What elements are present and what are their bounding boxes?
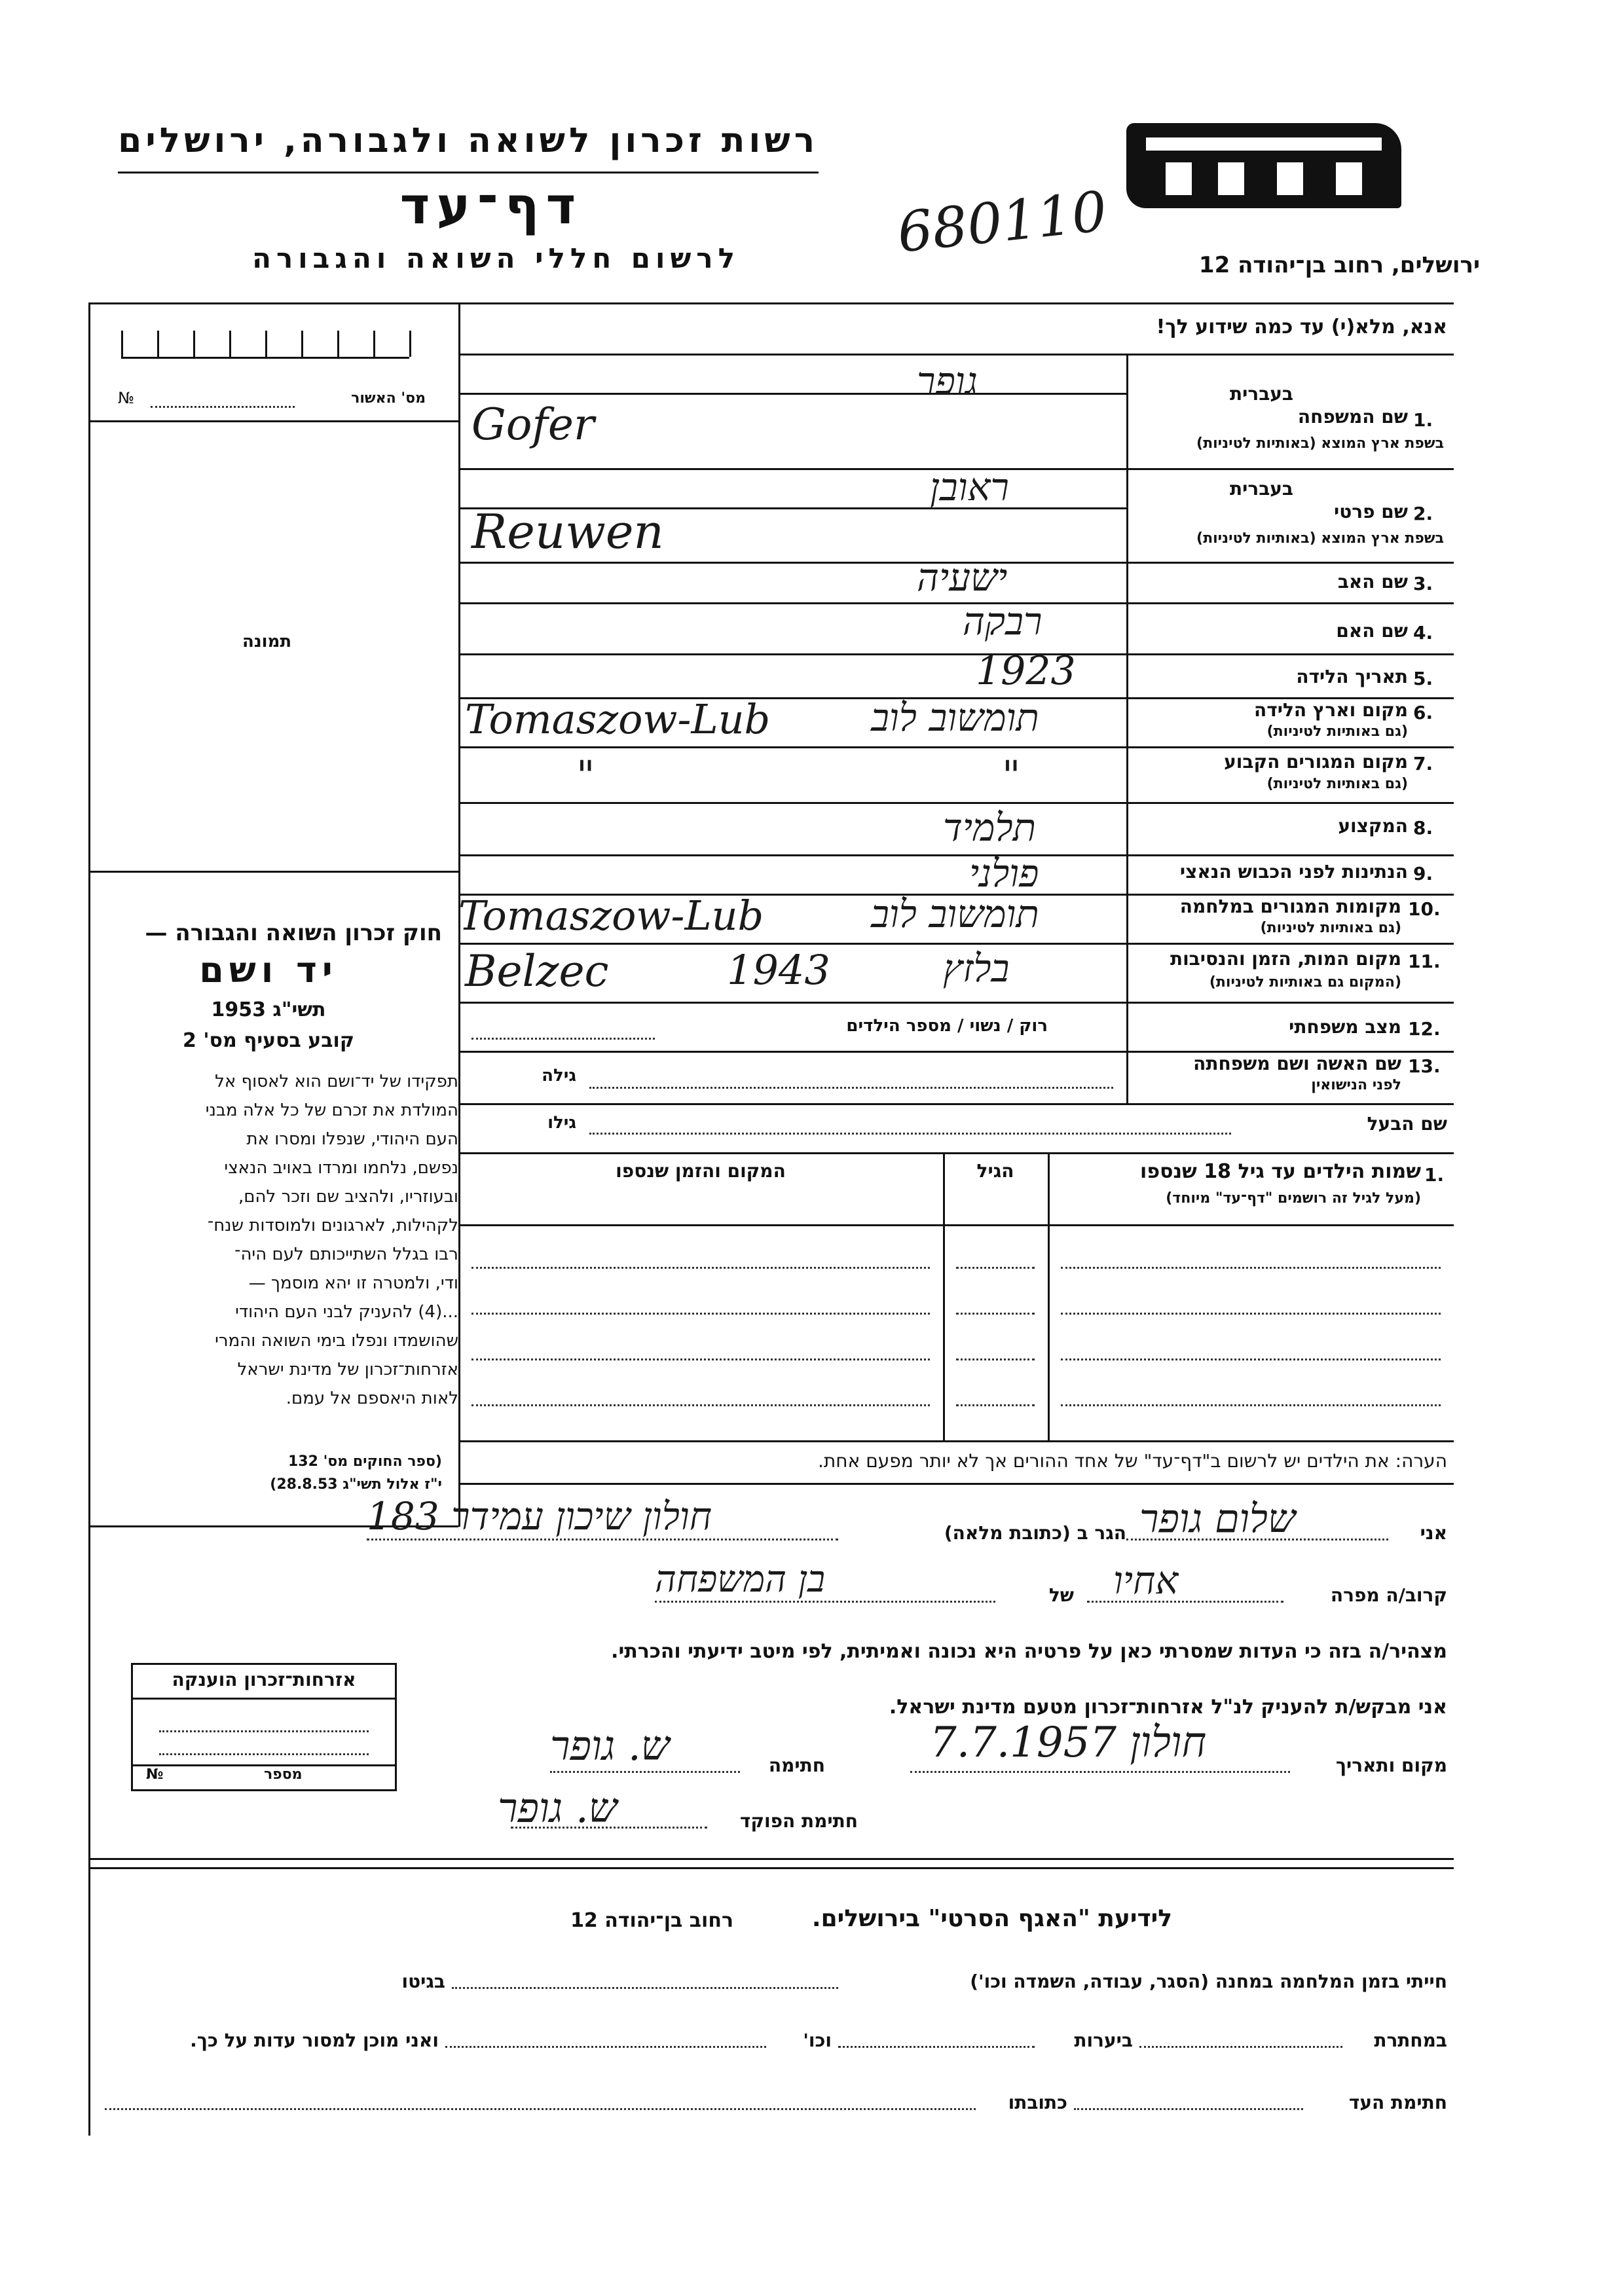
value-birthplace-hebrew: תומשוב לוב (871, 695, 1039, 740)
field-number: 10. (1408, 898, 1441, 920)
cert-number-line (151, 406, 295, 408)
footer-witness-sign: חתימת העד (1348, 2092, 1447, 2113)
handwritten-serial: 680110 (894, 179, 1110, 265)
remark: הערה: את הילדים יש לרשום ב"דף־עד" של אחד ההורים אך לא יותר מפעם אחת. (817, 1450, 1447, 1472)
footer-etc: וכו' (803, 2030, 832, 2051)
field-label-birthplace: מקום וארץ הלידה (1254, 699, 1408, 721)
law-line: ...(4) להעניק לבני העם היהודי (235, 1302, 458, 1322)
children-line (471, 1404, 930, 1406)
children-line (1061, 1358, 1441, 1360)
children-rule-bottom (458, 1440, 1454, 1442)
field-label-surname: שם המשפחה (1297, 406, 1408, 428)
field-number: 11. (1408, 951, 1441, 972)
footer-camp-line (452, 1987, 838, 1989)
field-label-wife: שם האשה ושם משפחתה (1193, 1053, 1401, 1074)
law-clause: קובע בסעיף מס' 2 (183, 1029, 354, 1052)
value-profession: תלמיד (943, 805, 1037, 850)
field-label-mother: שם האם (1336, 620, 1408, 642)
decl-request: אני מבקש/ת להעניק לנ"ל אזרחות־זכרון מטעם מדינת ישראל. (889, 1696, 1447, 1719)
footer-line1-end: בגיטו (401, 1971, 445, 1992)
field-note-wife: לפני הנישואין (1311, 1077, 1401, 1093)
footer-witness-address: כתובתו (1008, 2092, 1067, 2113)
value-residence: " (576, 752, 595, 799)
value-death-year: 1943 (727, 946, 830, 994)
field-note-surname: בשפת ארץ המוצא (באותיות לטיניות) (1196, 435, 1444, 452)
field-number: 8. (1413, 817, 1433, 839)
law-line: תפקידו של יד־ושם הוא לאסוף אל (215, 1072, 458, 1091)
row-rule (458, 393, 1126, 395)
row-rule (458, 746, 1454, 748)
law-line: לקהילות, לארגונים ולמוסדות שנח־ (207, 1216, 458, 1235)
field-number: 2. (1413, 503, 1433, 524)
row-rule (458, 854, 1454, 856)
field-number: 5. (1413, 668, 1433, 689)
footer-underground: במחתרת (1374, 2030, 1447, 2051)
field-note-residence: (גם באותיות לטיניות) (1266, 776, 1408, 792)
row-rule (458, 1002, 1454, 1004)
value-birthplace-latin: Tomaszow-Lub (465, 695, 771, 743)
decl-place-date-line (910, 1771, 1290, 1773)
footer-forests: ביערות (1074, 2030, 1133, 2051)
left-rule-2 (88, 871, 458, 873)
wife-age-label: גילה (542, 1066, 576, 1085)
footer-line1: חייתי בזמן המלחמה במחנה (הסגר, עבודה, השמדה וכו') (970, 1971, 1447, 1992)
law-line: רבו בגלל השתייכותם לעם היה־ (234, 1245, 458, 1264)
law-name: יד ושם (199, 949, 338, 991)
remark-rule (458, 1483, 1454, 1485)
children-rule-head (458, 1224, 1454, 1226)
children-header-note: (מעל לגיל זה רושמים "דף־עד" מיוחד) (1166, 1190, 1421, 1207)
law-line: נפשם, נלחמו ומרדו באויב הנאצי (224, 1158, 458, 1178)
law-line: ודי, ולמטרה זו יהא מוסמך — (248, 1273, 458, 1293)
footer-line2-end: ואני מוכן למסור עדות על כך. (190, 2030, 439, 2051)
in-hebrew-label: בעברית (1229, 383, 1293, 405)
decl-officer-signature: ש. גופר (498, 1784, 618, 1832)
decl-officer-label: חתימת הפוקד (739, 1810, 858, 1832)
law-line: העם היהודי, שנפלו ומסרו את (246, 1129, 458, 1149)
children-line (956, 1267, 1035, 1269)
field-label-marital: מצב משפחתי (1289, 1016, 1401, 1038)
value-firstname-latin: Reuwen (471, 504, 664, 559)
field-number: 13. (1408, 1055, 1441, 1077)
decl-of-line (655, 1601, 995, 1603)
children-header-place: המקום והזמן שנספו (616, 1160, 786, 1182)
row-rule (458, 653, 1454, 655)
husband-label: שם הבעל (1367, 1113, 1447, 1135)
citizenship-box (131, 1663, 397, 1791)
field-label-residence: מקום המגורים הקבוע (1224, 751, 1408, 773)
children-number: 1. (1424, 1164, 1445, 1186)
children-line (471, 1267, 930, 1269)
children-col-2 (1048, 1152, 1050, 1440)
footer-forests-line (838, 2046, 1035, 2048)
decl-i-label: אני (1420, 1522, 1447, 1544)
photo-label: תמונה (242, 632, 292, 651)
field-note-death: (המקום גם באותיות לטיניות) (1209, 974, 1401, 991)
decl-place-date-value: חולון 7.7.1957 (930, 1719, 1207, 1767)
footer-rule-2 (88, 1867, 1454, 1869)
decl-resident-label: הגר ב (כתובת מלאה) (944, 1522, 1126, 1544)
value-birthdate: 1923 (976, 648, 1076, 694)
yad-vashem-logo (1126, 123, 1401, 208)
citizenship-number-label: מספר (264, 1766, 303, 1783)
form-col-divider (1126, 354, 1128, 1103)
citizenship-box-title: אזרחות־זכרון הוענקה (172, 1669, 356, 1690)
header-rule (118, 172, 819, 173)
row-rule (458, 602, 1454, 604)
children-line (956, 1358, 1035, 1360)
value-death-hebrew: בלזץ (943, 946, 1010, 991)
value-father: ישעיה (917, 555, 1008, 600)
value-mother: רבקה (963, 599, 1043, 644)
cert-number-label: מס' האשור (351, 390, 426, 407)
law-line: שהושמדו ונפלו בימי השואה והמרי (215, 1331, 458, 1351)
value-wartime-latin: Tomaszow-Lub (458, 892, 764, 939)
children-rule-top (458, 1152, 1454, 1154)
children-line (1061, 1267, 1441, 1269)
law-line: לאות היאספם אל עמם. (286, 1389, 458, 1408)
address: ירושלים, רחוב בן־יהודה 12 (1198, 252, 1480, 278)
institution-name: רשות זכרון לשואה ולגבורה, ירושלים (118, 121, 819, 160)
children-count-line (471, 1038, 655, 1040)
value-nationality: פולני (969, 851, 1039, 896)
cert-ticks (121, 331, 429, 357)
law-line: אזרחות־זכרון של מדינת ישראל (237, 1360, 458, 1379)
decl-relation-value: אחיו (1113, 1558, 1179, 1603)
law-line: ובעוזריו, ולהציב שם וזכר להם, (238, 1187, 458, 1207)
field-number: 9. (1413, 863, 1433, 884)
decl-relative-label: קרוב/ה מפרה (1330, 1584, 1447, 1606)
decl-address-value: חולון שיכון עמידר 183 (367, 1494, 712, 1539)
value-surname-latin: Gofer (471, 399, 595, 450)
law-year: תשי"ג 1953 (211, 998, 326, 1021)
value-firstname-hebrew: ראובן (930, 465, 1009, 509)
field-note-birthplace: (גם באותיות לטיניות) (1266, 723, 1408, 740)
field-number: 7. (1413, 753, 1433, 774)
field-label-birthdate: תאריך הלידה (1296, 666, 1408, 687)
footer-underground-line (1139, 2046, 1342, 2048)
decl-signature-line (550, 1771, 740, 1773)
decl-statement: מצהיר/ה בזה כי העדות שמסרתי כאן על פרטיה היא נכונה ואמיתית, לפי מיטב ידיעתי והכרתי. (611, 1640, 1447, 1663)
marital-options: רוק / נשוי / מספר הילדים (846, 1016, 1048, 1036)
field-number: 12. (1408, 1018, 1441, 1040)
footer-etc-line (445, 2046, 766, 2048)
frame-top (88, 302, 1454, 304)
value-wartime-hebrew: תומשוב לוב (871, 892, 1039, 936)
children-col-1 (943, 1152, 945, 1440)
law-source-1: (ספר החוקים מס' 132 (287, 1453, 442, 1470)
children-line (471, 1358, 930, 1360)
husband-age-label: גילו (547, 1113, 576, 1133)
instruction: אנא, מלא(י) עד כמה שידוע לך! (1156, 316, 1447, 338)
field-number: 4. (1413, 622, 1433, 644)
field-label-profession: המקצוע (1338, 815, 1408, 837)
value-surname-hebrew: גופר (917, 359, 978, 403)
field-label-firstname: שם פרטי (1333, 501, 1408, 522)
row-rule (458, 1103, 1454, 1105)
law-title: חוק זכרון השואה והגבורה — (145, 920, 442, 946)
footer-rule-1 (88, 1858, 1454, 1860)
field-label-wartime-places: מקומות המגורים במלחמה (1179, 896, 1401, 917)
field-number: 1. (1413, 409, 1433, 431)
left-rule-1 (88, 420, 458, 422)
law-source-2: י"ז אלול תשי"ג 28.8.53) (270, 1476, 442, 1493)
children-line (471, 1313, 930, 1315)
row-rule (458, 802, 1454, 804)
form-subtitle: לרשום חללי השואה והגבורה (252, 242, 740, 274)
decl-name-value: שלום גופר (1139, 1496, 1296, 1542)
footer-witness-sign-line (1074, 2108, 1303, 2110)
frame-left (88, 302, 90, 2136)
field-label-father: שם האב (1337, 571, 1408, 592)
citizenship-number-mark: № (146, 1766, 164, 1783)
children-line (1061, 1313, 1441, 1315)
decl-signature-value: ש. גופר (550, 1722, 670, 1770)
field-number: 3. (1413, 573, 1433, 594)
husband-name-line (589, 1133, 1231, 1135)
field-note-firstname: בשפת ארץ המוצא (באותיות לטיניות) (1196, 530, 1444, 547)
children-header-names: שמות הילדים עד גיל 18 שנספו (1140, 1160, 1421, 1183)
row-rule (458, 943, 1454, 945)
field-label-death: מקום המות, הזמן והנסיבות (1170, 948, 1401, 970)
field-number: 6. (1413, 702, 1433, 723)
field-label-nationality: הנתינות לפני הכבוש הנאצי (1179, 861, 1408, 883)
value-residence-hebrew: " (1002, 752, 1021, 799)
decl-signature-label: חתימה (768, 1755, 825, 1776)
law-line: המולדת את זכרם של כל אלה מבני (205, 1101, 458, 1120)
children-line (956, 1404, 1035, 1406)
footer-title-a: לידיעת "האגף הסרטי" בירושלים. (811, 1905, 1172, 1932)
children-line (1061, 1404, 1441, 1406)
children-header-age: הגיל (976, 1160, 1014, 1182)
footer-witness-address-line (105, 2108, 976, 2110)
wife-name-line (589, 1087, 1113, 1089)
value-death-place: Belzec (465, 946, 609, 996)
decl-of-label: של (1048, 1584, 1074, 1606)
form-title: דף־עד (399, 177, 583, 236)
decl-place-date-label: מקום ותאריך (1335, 1755, 1447, 1776)
footer-title-b: רחוב בן־יהודה 12 (570, 1909, 733, 1932)
field-note-wartime-places: (גם באותיות לטיניות) (1260, 920, 1401, 936)
decl-of-value: בן המשפחה (655, 1558, 826, 1601)
decl-address-line (367, 1539, 838, 1540)
cert-number-mark: № (118, 389, 134, 407)
form-rule-top (458, 354, 1454, 355)
in-hebrew-label: בעברית (1229, 478, 1293, 500)
children-line (956, 1313, 1035, 1315)
